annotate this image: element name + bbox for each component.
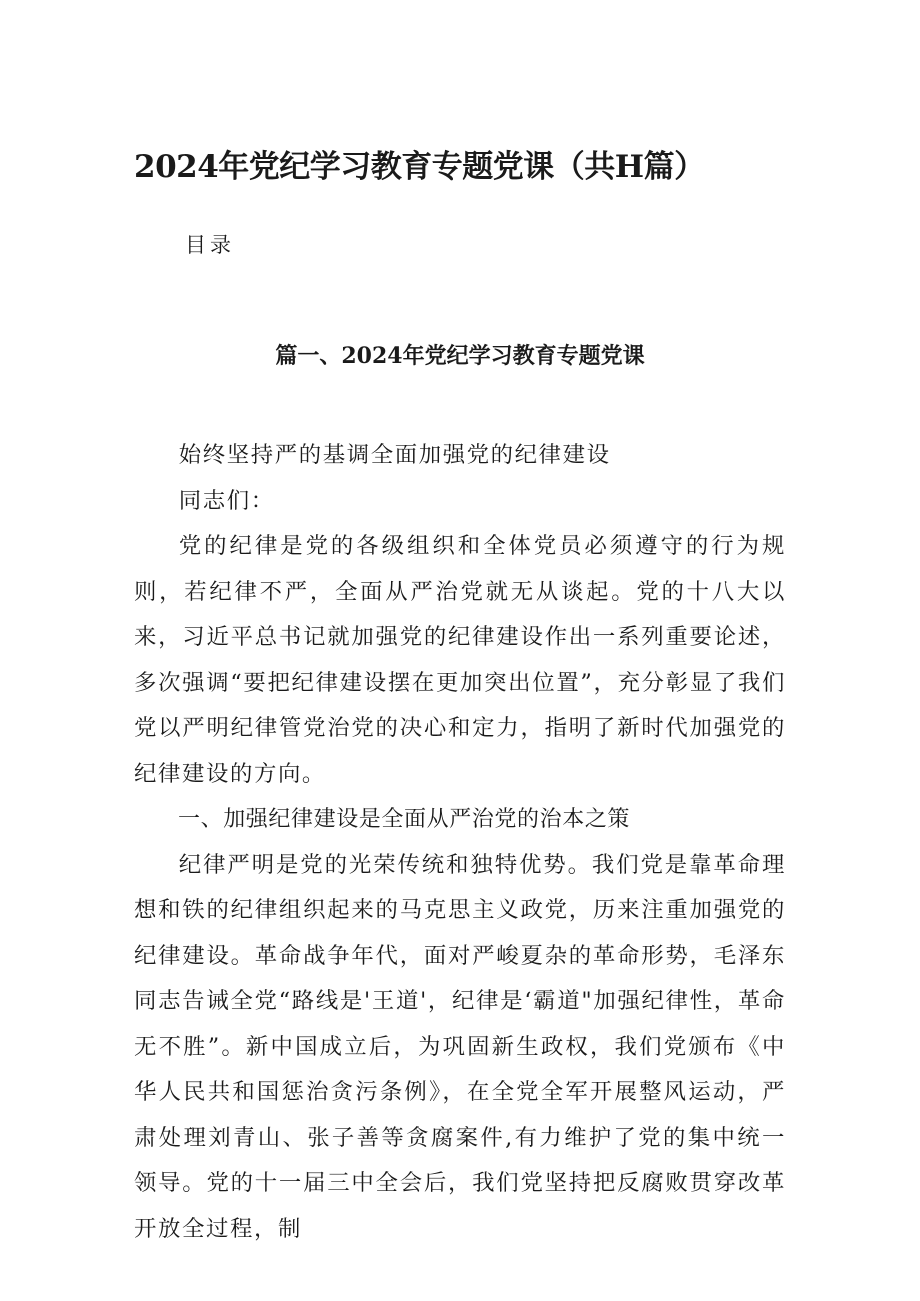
speech-title: 始终坚持严的基调全面加强党的纪律建设	[178, 442, 611, 468]
salutation: 同志们：	[178, 487, 275, 514]
paragraph: 纪律严明是党的光荣传统和独特优势。我们党是靠革命理想和铁的纪律组织起来的马克思主义政党，历来注重加强党的纪律建设。革命战争年代，面对严峻夏杂的革命形势，毛泽东同志告诫全党“路线是'王道'，纪律是‘霸道"加强纪律性，革命无不胜”。新中国成立后，为巩固新生政权，我们党颁布《中华人民共和国惩治贪污条例》，在全党全军开展整风运动，严肃处理刘青山、张子善等贪腐案件,有力维护了党的集中统一领导。党的十一届三中全会后，我们党坚持把反腐败贯穿改革开放全过程，制	[134, 851, 786, 1242]
part-one-heading: 篇一、2024年党纪学习教育专题党课	[275, 343, 645, 369]
paragraph: 党的纪律是党的各级组织和全体党员必须遵守的行为规则，若纪律不严，全面从严治党就无从谈起。党的十八大以来，习近平总书记就加强党的纪律建设作出一系列重要论述，多次强调“要把纪律建设摆在更加突出位置”，充分彰显了我们党以严明纪律管党治党的决心和定力，指明了新时代加强党的纪律建设的方向。	[134, 533, 786, 787]
document-body	[134, 433, 786, 1252]
section-heading: 一、加强纪律建设是全面从严治党的治本之策	[178, 807, 631, 832]
document-title: 2024年党纪学习教育专题党课（共H篇）	[134, 149, 705, 185]
table-of-contents-label: 目录	[185, 233, 235, 257]
